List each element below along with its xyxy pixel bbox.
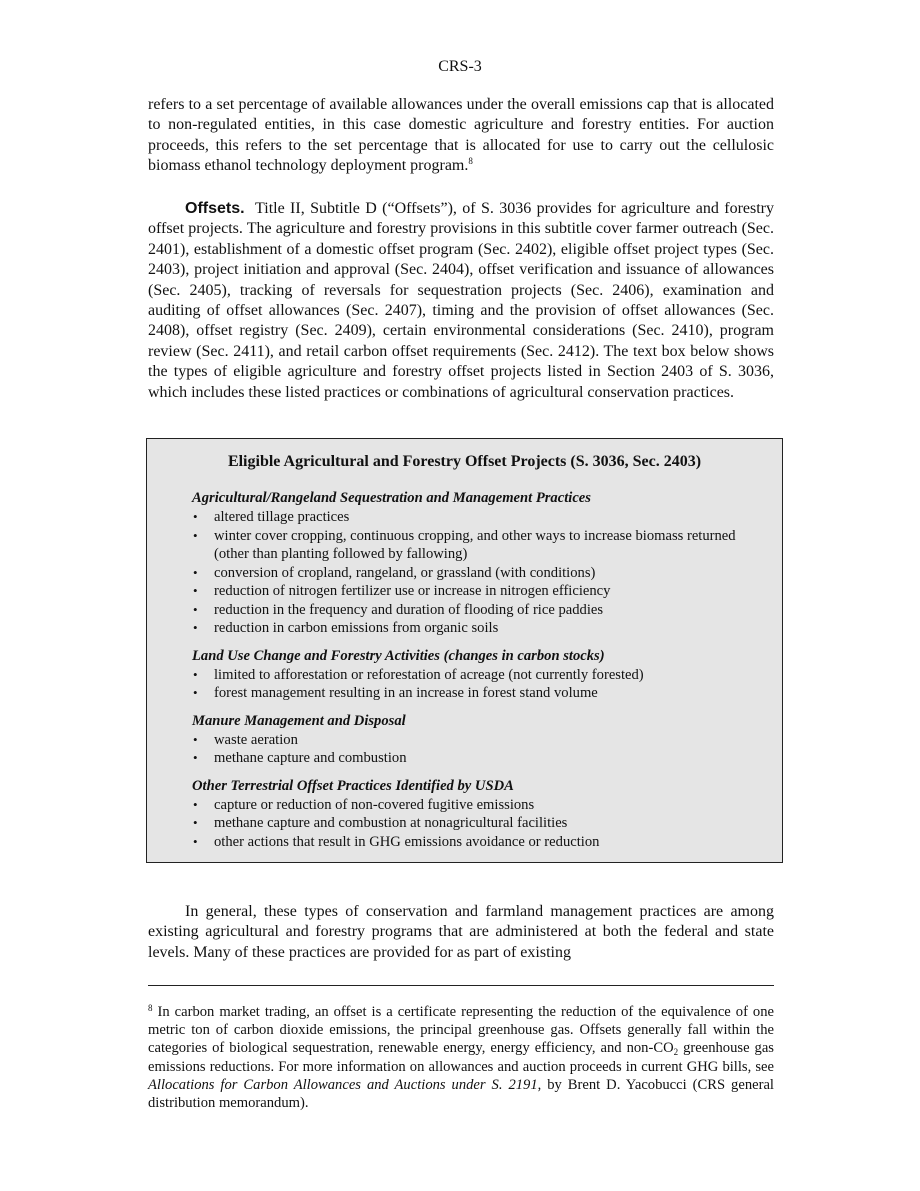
paragraph-text: In general, these types of conservation and farmland management practices are among existing agricultural and forestry programs that are administered at both the federal and state levels. Many of these practices are provided for as part of existing xyxy=(148,903,774,961)
footnote-number: 8 xyxy=(148,1003,153,1013)
practice-list xyxy=(192,666,752,703)
offset-category-heading: Manure Management and Disposal xyxy=(192,712,406,729)
paragraph-general xyxy=(148,902,774,963)
practice-list-item: • capture or reduction of non-covered fugitive emissions xyxy=(192,796,752,815)
offset-category-heading: Land Use Change and Forestry Activities (changes in carbon stocks) xyxy=(192,647,605,664)
practice-list-item: • conversion of cropland, rangeland, or grassland (with conditions) xyxy=(192,564,752,583)
footnote xyxy=(148,1003,774,1112)
practice-list-item: • methane capture and combustion at nonagricultural facilities xyxy=(192,814,752,833)
paragraph-text: refers to a set percentage of available allowances under the overall emissions cap that is allocated to non-regulated entities, in this case domestic agriculture and forestry entities. For auction proceeds, this refers to the set percentage that is allocated for use to carry out the cellulosic biomass ethanol technology deployment program. xyxy=(148,96,774,175)
text-box-content xyxy=(192,489,752,860)
practice-list xyxy=(192,731,752,768)
practice-list xyxy=(192,796,752,852)
offset-category-heading: Other Terrestrial Offset Practices Identified by USDA xyxy=(192,777,514,794)
offset-category-heading: Agricultural/Rangeland Sequestration and Management Practices xyxy=(192,490,591,506)
practice-list-item: • winter cover cropping, continuous cropping, and other ways to increase biomass returned (other than planting followed by fallowing) xyxy=(192,527,752,564)
practice-list xyxy=(192,508,752,638)
page-number: CRS-3 xyxy=(438,58,482,75)
practice-list-item: • forest management resulting in an increase in forest stand volume xyxy=(192,684,752,703)
paragraph-allocation xyxy=(148,95,774,177)
footnote-text-part2: greenhouse gas emissions reductions. For more information on allowances and auction proceeds in current GHG bills, see xyxy=(148,1040,774,1075)
footnote-separator xyxy=(148,985,774,986)
paragraph-text: Title II, Subtitle D (“Offsets”), of S. 3036 provides for agriculture and forestry offset projects. The agriculture and forestry provisions in this subtitle cover farmer outreach (Sec. 2401), establishment of a domestic offset program (Sec. 2402), eligible offset project types (Sec. 2403), project initiation and approval (Sec. 2404), offset verification and issuance of allowances (Sec. 2405), tracking of reversals for sequestration projects (Sec. 2406), examination and auditing of offset allowances (Sec. 2407), timing and the provision of offset allowances (Sec. 2408), offset registry (Sec. 2409), certain environmental considerations (Sec. 2410), program review (Sec. 2411), and retail carbon offset requirements (Sec. 2412). The text box below shows the types of eligible agriculture and forestry offset projects listed in Section 2403 of S. 3036, which includes these listed practices or combinations of agricultural conservation practices. xyxy=(148,200,774,401)
practice-list-item: • altered tillage practices xyxy=(192,508,752,527)
practice-list-item: • reduction of nitrogen fertilizer use or increase in nitrogen efficiency xyxy=(192,582,752,601)
footnote-reference: 8 xyxy=(468,156,473,167)
footnote-text-part1: In carbon market trading, an offset is a certificate representing the reduction of the equivalence of one metric ton of carbon dioxide emissions, the principal greenhouse gas. Offsets generally fall within the categories of biological sequestration, renewable energy, energy efficiency, and non-CO xyxy=(148,1004,774,1057)
practice-list-item: • methane capture and combustion xyxy=(192,749,752,768)
offset-projects-text-box xyxy=(146,438,783,863)
footnote-text-part3: , by Brent D. Yacobucci (CRS general distribution memorandum). xyxy=(148,1076,774,1112)
cited-memo-title: Allocations for Carbon Allowances and Auctions under S. 2191 xyxy=(148,1076,538,1093)
practice-list-item: • waste aeration xyxy=(192,731,752,750)
text-box-title: Eligible Agricultural and Forestry Offset Projects (S. 3036, Sec. 2403) xyxy=(227,453,702,470)
offset-category-section xyxy=(192,712,752,768)
practice-list-item: • reduction in carbon emissions from organic soils xyxy=(192,619,752,638)
paragraph-offsets xyxy=(148,199,774,403)
footnote-subscript: 2 xyxy=(673,1047,679,1058)
practice-list-item: • limited to afforestation or reforestation of acreage (not currently forested) xyxy=(192,666,752,685)
practice-list-item: • other actions that result in GHG emissions avoidance or reduction xyxy=(192,833,752,852)
offset-category-section xyxy=(192,647,752,703)
run-in-heading: Offsets. xyxy=(185,200,245,217)
practice-list-item: • reduction in the frequency and duration of flooding of rice paddies xyxy=(192,601,752,620)
offset-category-section xyxy=(192,489,752,638)
offset-category-section xyxy=(192,777,752,852)
